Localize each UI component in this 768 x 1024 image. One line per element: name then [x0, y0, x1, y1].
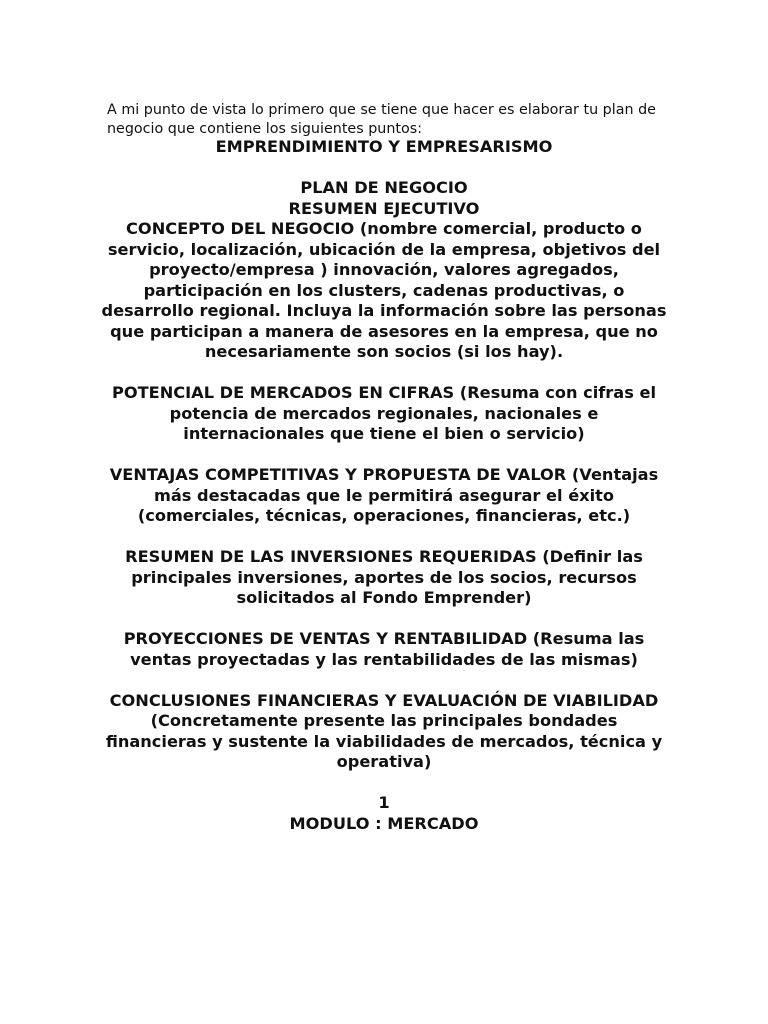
intro-paragraph: A mi punto de vista lo primero que se tiene que hacer es elaborar tu plan de negocio que contiene los siguientes puntos:: [107, 102, 656, 138]
spacer: [100, 609, 668, 630]
document-body: [100, 137, 668, 834]
spacer: [100, 670, 668, 691]
conclusions-section: CONCLUSIONES FINANCIERAS Y EVALUACIÓN DE VIABILIDAD (Concretamente presente las principales bondades financieras y sustente la viabilidades de mercados, técnica y operativa): [105, 690, 663, 771]
spacer: [100, 363, 668, 384]
spacer: [100, 158, 668, 179]
market-potential-section: POTENCIAL DE MERCADOS EN CIFRAS (Resuma con cifras el potencia de mercados regionales, nacionales e internacionales que tiene el bien o servicio): [112, 383, 656, 443]
plan-heading: PLAN DE NEGOCIO: [300, 178, 468, 197]
investments-section: RESUMEN DE LAS INVERSIONES REQUERIDAS (Definir las principales inversiones, aportes de los socios, recursos solicitados al Fondo Emprender): [125, 547, 643, 607]
module-number: 1: [378, 793, 390, 812]
spacer: [100, 527, 668, 548]
projections-section: PROYECCIONES DE VENTAS Y RENTABILIDAD (Resuma las ventas proyectadas y las rentabilidades de las mismas): [123, 629, 645, 669]
spacer: [100, 445, 668, 466]
document-title: EMPRENDIMIENTO Y EMPRESARISMO: [215, 137, 553, 156]
module-title: MODULO : MERCADO: [289, 813, 479, 833]
advantages-section: VENTAJAS COMPETITIVAS Y PROPUESTA DE VALOR (Ventajas más destacadas que le permitirá asegurar el éxito (comerciales, técnicas, operaciones, financieras, etc.): [109, 465, 659, 525]
concept-section: CONCEPTO DEL NEGOCIO (nombre comercial, producto o servicio, localización, ubicación de la empresa, objetivos del proyecto/empresa ) innovación, valores agregados, participación en los clusters, cadenas productivas, o desarrollo regional. Incluya la información sobre las personas que participan a manera de asesores en la empresa, que no necesariamente son socios (si los hay).: [101, 219, 667, 361]
spacer: [100, 773, 668, 794]
summary-heading: RESUMEN EJECUTIVO: [288, 198, 480, 218]
